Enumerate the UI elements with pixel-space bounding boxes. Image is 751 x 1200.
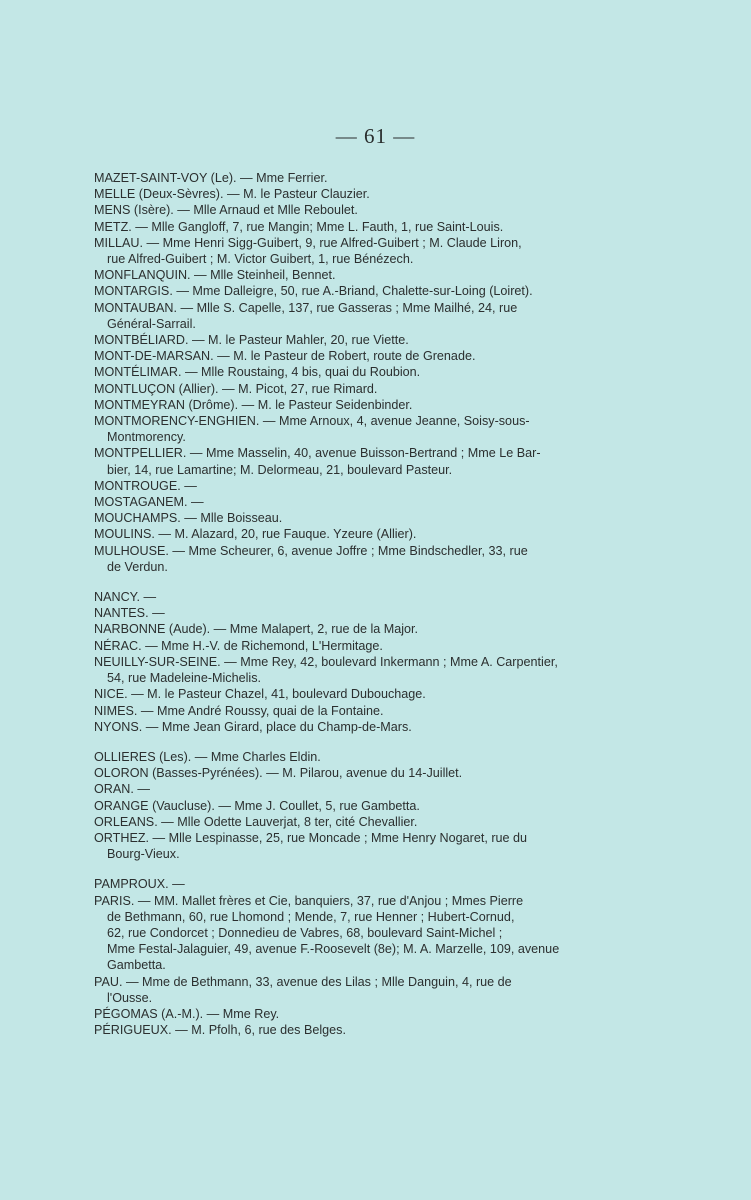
entry-continuation-line: de Bethmann, 60, rue Lhomond ; Mende, 7, rue Henner ; Hubert-Cornud,	[107, 909, 515, 924]
entry-line: MONTARGIS. — Mme Dalleigre, 50, rue A.-Briand, Chalette-sur-Loing (Loiret).	[94, 284, 533, 299]
entry-line: MENS (Isère). — Mlle Arnaud et Mlle Reboulet.	[94, 203, 358, 218]
directory-entry	[94, 765, 622, 781]
entry-line: OLLIERES (Les). — Mme Charles Eldin.	[94, 749, 321, 764]
entry-line: NICE. — M. le Pasteur Chazel, 41, boulevard Dubouchage.	[94, 687, 426, 702]
directory-entry	[94, 589, 622, 605]
entry-continuation-line: Gambetta.	[107, 958, 166, 973]
directory-entry	[94, 1022, 622, 1038]
directory-entry	[94, 235, 622, 267]
entry-line: MOULINS. — M. Alazard, 20, rue Fauque. Yzeure (Allier).	[94, 527, 417, 542]
directory-entry	[94, 638, 622, 654]
entry-line: MONTBÉLIARD. — M. le Pasteur Mahler, 20, rue Viette.	[94, 333, 409, 348]
entry-line: MONTLUÇON (Allier). — M. Picot, 27, rue Rimard.	[94, 381, 378, 396]
entry-line: ORLEANS. — Mlle Odette Lauverjat, 8 ter, cité Chevallier.	[94, 814, 418, 829]
directory-entry	[94, 364, 622, 380]
entry-line: OLORON (Basses-Pyrénées). — M. Pilarou, avenue du 14-Juillet.	[94, 766, 463, 781]
directory-entry	[94, 830, 622, 862]
entry-line: MELLE (Deux-Sèvres). — M. le Pasteur Clauzier.	[94, 187, 370, 202]
directory-listing	[94, 170, 622, 1038]
directory-entry	[94, 478, 622, 494]
entry-continuation-line: de Verdun.	[107, 559, 168, 574]
directory-entry	[94, 348, 622, 364]
directory-entry	[94, 332, 622, 348]
group-separator	[94, 575, 622, 589]
entry-line: NÉRAC. — Mme H.-V. de Richemond, L'Hermitage.	[94, 638, 383, 653]
directory-entry	[94, 381, 622, 397]
entry-continuation-line: Mme Festal-Jalaguier, 49, avenue F.-Roosevelt (8e); M. A. Marzelle, 109, avenue	[107, 942, 560, 957]
entry-line: MAZET-SAINT-VOY (Le). — Mme Ferrier.	[94, 171, 328, 185]
entry-line: PÉGOMAS (A.-M.). — Mme Rey.	[94, 1006, 280, 1021]
entry-line: NANCY. —	[94, 590, 157, 605]
directory-entry	[94, 781, 622, 797]
entry-line: NYONS. — Mme Jean Girard, place du Champ-de-Mars.	[94, 719, 412, 734]
directory-entry	[94, 893, 622, 974]
directory-entry	[94, 300, 622, 332]
entry-continuation-line: l'Ousse.	[107, 990, 153, 1005]
directory-entry	[94, 719, 622, 735]
entry-line: MONTÉLIMAR. — Mlle Roustaing, 4 bis, quai du Roubion.	[94, 365, 421, 380]
directory-entry	[94, 397, 622, 413]
directory-entry	[94, 202, 622, 218]
entry-line: PARIS. — MM. Mallet frères et Cie, banquiers, 37, rue d'Anjou ; Mmes Pierre	[94, 893, 524, 908]
directory-entry	[94, 186, 622, 202]
directory-entry	[94, 605, 622, 621]
entry-line: MONTPELLIER. — Mme Masselin, 40, avenue Buisson-Bertrand ; Mme Le Bar-	[94, 446, 541, 461]
directory-entry	[94, 1006, 622, 1022]
directory-entry	[94, 876, 622, 892]
entry-line: PAU. — Mme de Bethmann, 33, avenue des Lilas ; Mlle Danguin, 4, rue de	[94, 974, 512, 989]
entry-line: MILLAU. — Mme Henri Sigg-Guibert, 9, rue Alfred-Guibert ; M. Claude Liron,	[94, 235, 522, 250]
entry-line: MONFLANQUIN. — Mlle Steinheil, Bennet.	[94, 268, 336, 283]
entry-line: MONTMORENCY-ENGHIEN. — Mme Arnoux, 4, avenue Jeanne, Soisy-sous-	[94, 414, 530, 429]
group-separator	[94, 862, 622, 876]
directory-entry	[94, 703, 622, 719]
entry-line: MOSTAGANEM. —	[94, 495, 204, 510]
directory-entry	[94, 283, 622, 299]
entry-continuation-line: rue Alfred-Guibert ; M. Victor Guibert, 1, rue Bénézech.	[107, 252, 414, 267]
entry-continuation-line: 62, rue Condorcet ; Donnedieu de Vabres, 68, boulevard Saint-Michel ;	[107, 925, 503, 940]
entry-continuation-line: bier, 14, rue Lamartine; M. Delormeau, 21, boulevard Pasteur.	[107, 462, 453, 477]
entry-continuation-line: 54, rue Madeleine-Michelis.	[107, 671, 261, 686]
entry-line: MULHOUSE. — Mme Scheurer, 6, avenue Joffre ; Mme Bindschedler, 33, rue	[94, 543, 528, 558]
entry-continuation-line: Montmorency.	[107, 430, 186, 445]
directory-entry	[94, 445, 622, 477]
entry-continuation-line: Général-Sarrail.	[107, 316, 196, 331]
directory-entry	[94, 170, 622, 186]
directory-entry	[94, 267, 622, 283]
entry-line: NEUILLY-SUR-SEINE. — Mme Rey, 42, boulevard Inkermann ; Mme A. Carpentier,	[94, 654, 558, 669]
entry-line: NARBONNE (Aude). — Mme Malapert, 2, rue de la Major.	[94, 622, 419, 637]
directory-entry	[94, 749, 622, 765]
entry-line: ORAN. —	[94, 782, 150, 797]
directory-entry	[94, 621, 622, 637]
directory-entry	[94, 654, 622, 686]
page-number: — 61 —	[335, 124, 416, 148]
entry-line: METZ. — Mlle Gangloff, 7, rue Mangin; Mme L. Fauth, 1, rue Saint-Louis.	[94, 219, 504, 234]
directory-entry	[94, 526, 622, 542]
entry-continuation-line: Bourg-Vieux.	[107, 847, 180, 862]
entry-line: MOUCHAMPS. — Mlle Boisseau.	[94, 511, 283, 526]
directory-entry	[94, 974, 622, 1006]
entry-line: ORTHEZ. — Mlle Lespinasse, 25, rue Moncade ; Mme Henry Nogaret, rue du	[94, 830, 528, 845]
entry-line: MONTMEYRAN (Drôme). — M. le Pasteur Seidenbinder.	[94, 397, 413, 412]
entry-line: NANTES. —	[94, 606, 165, 621]
group-separator	[94, 735, 622, 749]
directory-entry	[94, 686, 622, 702]
entry-line: MONTROUGE. —	[94, 478, 197, 493]
directory-entry	[94, 494, 622, 510]
entry-line: PAMPROUX. —	[94, 877, 185, 892]
entry-line: MONT-DE-MARSAN. — M. le Pasteur de Robert, route de Grenade.	[94, 349, 476, 364]
entry-line: PÉRIGUEUX. — M. Pfolh, 6, rue des Belges.	[94, 1023, 346, 1038]
entry-line: MONTAUBAN. — Mlle S. Capelle, 137, rue Gasseras ; Mme Mailhé, 24, rue	[94, 300, 518, 315]
entry-line: NIMES. — Mme André Roussy, quai de la Fontaine.	[94, 703, 384, 718]
directory-entry	[94, 814, 622, 830]
directory-entry	[94, 219, 622, 235]
directory-entry	[94, 413, 622, 445]
entry-line: ORANGE (Vaucluse). — Mme J. Coullet, 5, rue Gambetta.	[94, 798, 420, 813]
directory-entry	[94, 510, 622, 526]
directory-entry	[94, 543, 622, 575]
directory-entry	[94, 798, 622, 814]
